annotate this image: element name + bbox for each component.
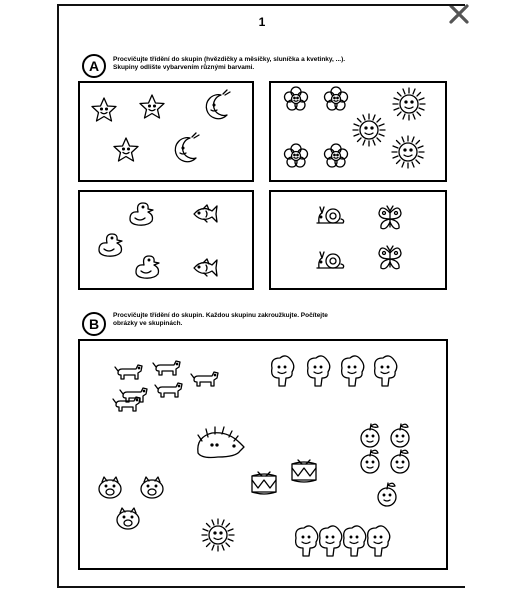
sun-icon [392, 136, 424, 168]
dog-icon [155, 383, 182, 397]
hedgehog-icon [198, 427, 244, 458]
pig-icon [141, 477, 163, 498]
page-number: 1 [258, 15, 266, 29]
apple-icon [391, 450, 409, 473]
apple-icon [361, 450, 379, 473]
fish-icon [194, 259, 217, 276]
sun-icon [393, 88, 425, 120]
section-a-instruction-line2: Skupiny odlište vybarvením různými barvami. [113, 64, 255, 71]
pig-icon [117, 508, 139, 529]
duck-icon [99, 234, 122, 256]
tree-icon [308, 356, 330, 386]
star-icon [92, 98, 116, 121]
tree-icon [368, 526, 390, 556]
butterfly-icon [379, 206, 401, 229]
apple-icon [378, 483, 396, 506]
flower-icon [325, 87, 348, 110]
tree-icon [342, 356, 364, 386]
flower-icon [285, 144, 308, 167]
dog-icon [191, 372, 218, 386]
drum-icon [252, 472, 276, 494]
star-icon [140, 95, 164, 118]
tree-icon [296, 526, 318, 556]
flower-icon [285, 87, 308, 110]
section-b-instruction-line2: obrázky ve skupinách. [113, 320, 183, 327]
section-a-letter: A [82, 54, 106, 78]
section-b-instruction-line1: Procvičujte třídění do skupin. Každou skupinu zakroužkujte. Počítejte [113, 312, 328, 319]
butterfly-icon [379, 246, 401, 269]
snail-icon [317, 207, 344, 223]
sun-icon [353, 114, 385, 146]
section-a-instruction-line1: Procvičujte třídění do skupin (hvězdičky a měsíčky, sluníčka a kvetinky, ...). [113, 56, 346, 63]
flower-icon [325, 144, 348, 167]
duck-icon [136, 256, 159, 278]
dog-icon [120, 388, 147, 402]
fish-icon [194, 205, 217, 222]
tree-icon [375, 356, 397, 386]
dog-icon [153, 361, 180, 375]
apple-icon [361, 424, 379, 447]
tree-icon [320, 526, 342, 556]
dog-icon [115, 365, 142, 379]
duck-icon [130, 203, 153, 225]
drum-icon [292, 460, 316, 482]
apple-icon [391, 424, 409, 447]
sun-icon [202, 519, 234, 551]
pig-icon [99, 477, 121, 498]
tree-icon [344, 526, 366, 556]
section-b-letter: B [82, 312, 106, 336]
moon-icon [206, 90, 230, 119]
star-icon [114, 138, 138, 161]
tree-icon [272, 356, 294, 386]
snail-icon [317, 252, 344, 268]
moon-icon [175, 133, 199, 162]
